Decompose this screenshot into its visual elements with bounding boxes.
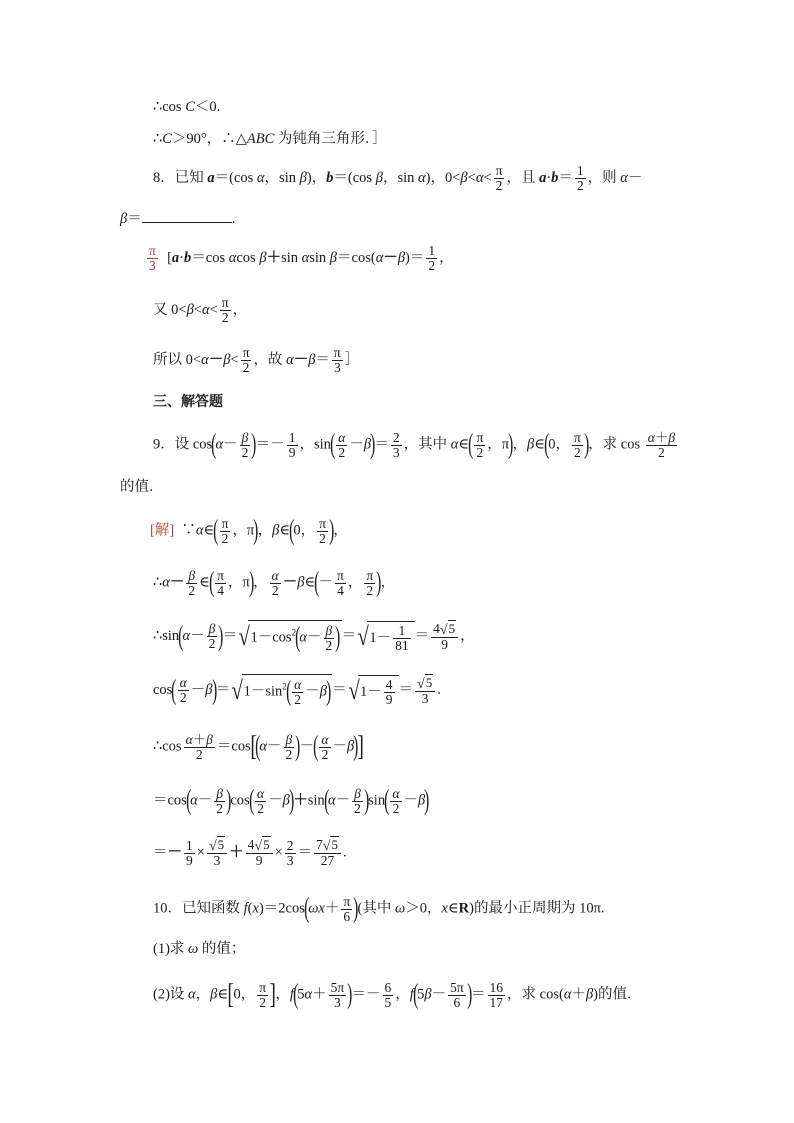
q10-part1: (1)求 ω 的值；: [153, 941, 246, 957]
solution-label: [解]: [150, 522, 175, 539]
answer-blank: [142, 210, 232, 223]
q9-stem-line1: 9．设 cos(α－ $\frac{\beta}{2}$ )＝－ $\frac{1}{9}$ ，sin( $\frac{\alpha}{2}$ －β)＝ $\frac{2}{3}$ ，其中 α∈( $\frac{\pi}{2}$ ，π)，β∈(0， $\frac{\pi}{2}$ )，求 cos $\frac{\alpha+\beta}{2}$: [153, 429, 676, 460]
q9-step2: ∴α－ $\frac{\beta}{2}$ ∈( $\frac{\pi}{4}$ ，π)， $\frac{\alpha}{2}$ －β∈(－ $\frac{\pi}{4}$ ， $\frac{\pi}{2}$ )，: [153, 567, 396, 598]
q8-solution-line1: $\frac{\pi}{3}$ [a·b＝cos αcos β＋sin αsin β＝cos(α－β)＝ $\frac{1}{2}$ ，: [149, 243, 454, 273]
q8-stem-line2: β＝ .: [120, 211, 236, 227]
q9-step5: ∴cos $\frac{\alpha+\beta}{2}$ ＝cos[(α－ $\frac{\beta}{2}$ )－( $\frac{\alpha}{2}$ －β)]: [153, 731, 364, 762]
q9-step4: cos( $\frac{\alpha}{2}$ $-\beta)=√1-\sin^2$( $\frac{\alpha}{2}$ －β)＝√1－ $\frac{4}{9}$ ＝ $\frac{√5}{3}$ .: [153, 674, 441, 707]
q9-step6: ＝cos(α－ $\frac{\beta}{2}$ )cos( $\frac{\alpha}{2}$ －β)＋sin(α－ $\frac{\beta}{2}$ )sin( $\frac{\alpha}{2}$ －β): [153, 785, 430, 816]
q8-answer: $\frac{\pi}{3}$: [149, 243, 156, 273]
q10-stem: 10．已知函数 f(x)＝2cos(ωx＋ $\frac{\pi}{6}$ )(其中 ω＞0，x∈R)的最小正周期为 10π.: [153, 893, 605, 924]
q10-part2: (2)设 α，β∈[0， $\frac{\pi}{2}$ ]，f(5α＋ $\frac{5\pi}{3}$ )＝－ $\frac{6}{5}$ ，f(5β－ $\frac{5\pi}{6}$ )＝ $\frac{16}{17}$ ，求 cos(α＋β)的值．: [153, 979, 642, 1010]
q9-step7: ＝－ $\frac{1}{9}$ × $\frac{√5}{3}$ ＋ $\frac{4√5}{9}$ × $\frac{2}{3}$ ＝ $\frac{7√5}{27}$ .: [153, 837, 347, 868]
q7-conclusion-line2: ∴C＞90°，∴△ABC 为钝角三角形．］: [153, 131, 387, 147]
q9-step3: ∴sin(α－ $\frac{\beta}{2}$ )$=√1-\cos^2(\alpha-$ $\frac{\beta}{2}$ )＝√1－ $\frac{1}{81}$ ＝ $\frac{4√5}{9}$ ，: [153, 620, 475, 653]
section-title: 三、解答题: [153, 394, 223, 410]
q9-stem-line2: 的值．: [120, 479, 164, 495]
q8-stem-line1: 8．已知 a＝(cos α，sin β)，b＝(cos β，sin α)，0<β<α< $\frac{\pi}{2}$ ，且 a·b＝ $\frac{1}{2}$ ，则 α－: [153, 163, 643, 193]
q9-step1: [解] ∵α∈( $\frac{\pi}{2}$ ，π)，β∈(0， $\frac{\pi}{2}$ )，: [150, 515, 348, 546]
q8-solution-line3: 所以 0<α－β< $\frac{\pi}{2}$ ，故 α－β＝ $\frac{\pi}{3}$ ］: [153, 345, 360, 375]
q8-solution-line2: 又 0<β<α< $\frac{\pi}{2}$ ，: [153, 295, 248, 325]
q7-conclusion-line1: ∴cos C＜0.: [153, 99, 221, 115]
